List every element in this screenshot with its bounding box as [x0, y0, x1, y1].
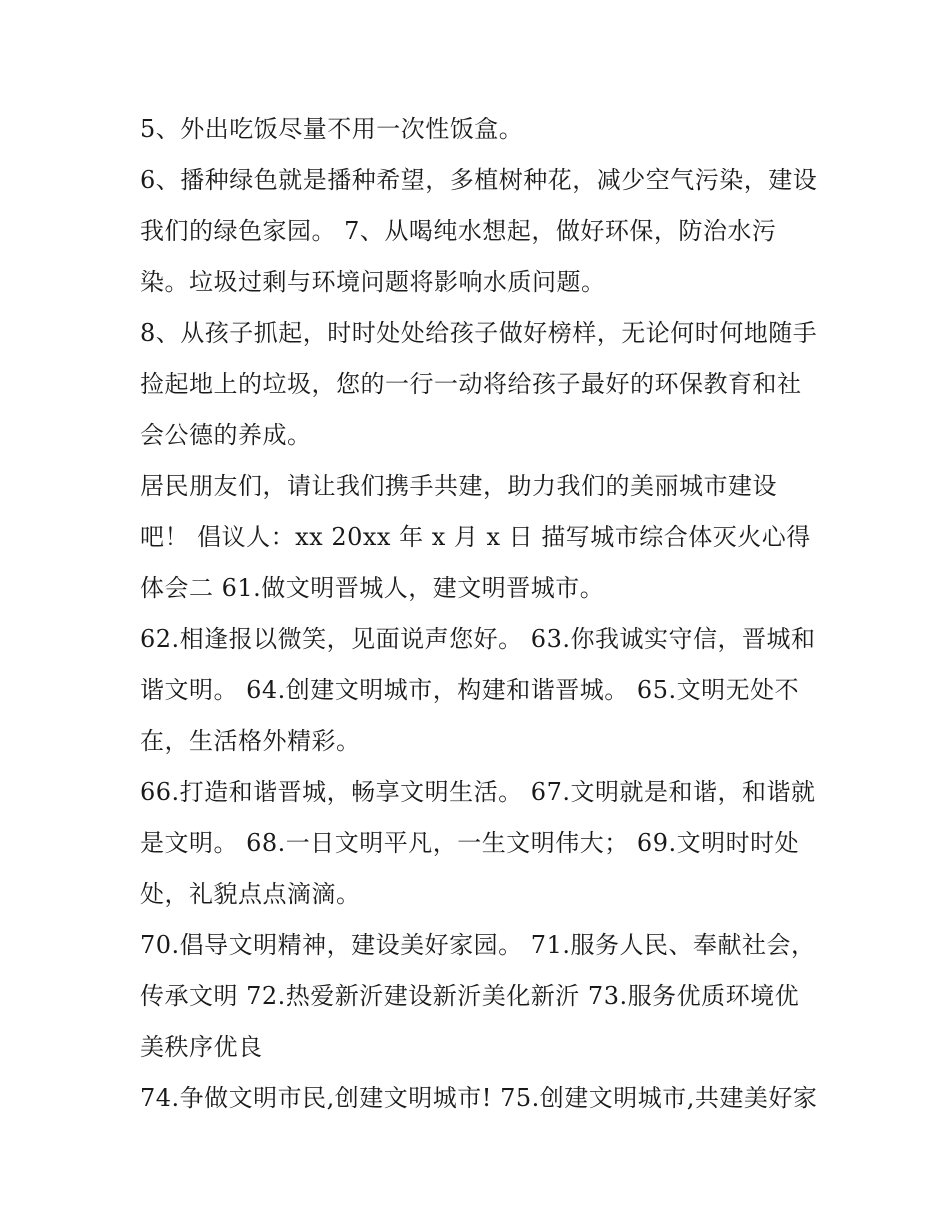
document-body: [140, 104, 820, 1124]
paragraph-74-75: 74.争做文明市民,创建文明城市! 75.创建文明城市,共建美好家: [140, 1084, 818, 1112]
paragraph-62-65: 62.相逢报以微笑，见面说声您好。 63.你我诚实守信，晋城和谐文明。 64.创建文明城市，构建和谐晋城。 65.文明无处不在，生活格外精彩。: [140, 625, 816, 755]
paragraph-70-73: 70.倡导文明精神，建设美好家园。 71.服务人民、奉献社会，传承文明 72.热爱新沂建设新沂美化新沂 73.服务优质环境优美秩序优良: [140, 931, 816, 1061]
paragraph-appeal: 居民朋友们，请让我们携手共建，助力我们的美丽城市建设吧！ 倡议人：xx 20xx 年 x 月 x 日 描写城市综合体灭火心得体会二 61.做文明晋城人，建文明晋城市。: [140, 472, 811, 602]
paragraph-5: 5、外出吃饭尽量不用一次性饭盒。: [140, 115, 524, 143]
paragraph-66-69: 66.打造和谐晋城，畅享文明生活。 67.文明就是和谐，和谐就是文明。 68.一日文明平凡，一生文明伟大； 69.文明时时处处，礼貌点点滴滴。: [140, 778, 816, 908]
paragraph-6-7: 6、播种绿色就是播种希望，多植树种花，减少空气污染，建设我们的绿色家园。 7、从喝纯水想起，做好环保，防治水污染。垃圾过剩与环境问题将影响水质问题。: [140, 166, 818, 296]
paragraph-8: 8、从孩子抓起，时时处处给孩子做好榜样，无论何时何地随手捡起地上的垃圾，您的一行一动将给孩子最好的环保教育和社会公德的养成。: [140, 319, 818, 449]
